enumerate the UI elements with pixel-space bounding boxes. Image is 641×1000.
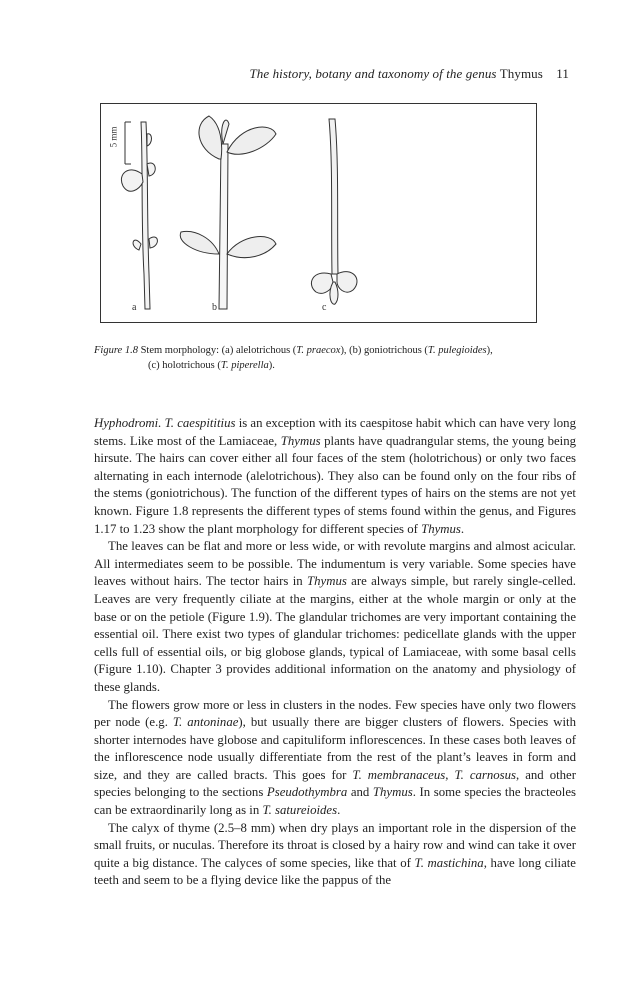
text-run: is an exception with its caespitose habit which can have very long stems. Like most of the Lamiaceae, bbox=[94, 416, 576, 448]
italic-term: Thymus bbox=[307, 574, 347, 589]
caption-line-2 bbox=[94, 358, 574, 373]
figure-caption bbox=[94, 343, 574, 373]
panel-label-b: b bbox=[212, 302, 217, 313]
running-head-genus: Thymus bbox=[499, 66, 543, 81]
text-run: plants have quadrangular stems, the young being hirsute. The hairs can cover either all four faces of the stem (holotrichous) or only two faces alternating in each internode (alelotrichous). They also can be found only on the four ribs of the stems (goniotrichous). The function of the different types of hairs on the stems are not yet known. Figure 1.8 represents the different types of stems found within the genus, and Figures 1.17 to 1.23 show the plant morphology for different species of bbox=[94, 433, 576, 536]
caption-text: ), bbox=[486, 345, 493, 356]
text-run: , and other species belonging to the sections bbox=[94, 767, 576, 800]
page-number: 11 bbox=[556, 66, 569, 81]
scale-bar bbox=[125, 122, 131, 164]
caption-species-b: T. pulegioides bbox=[427, 345, 487, 356]
text-run: . In some species the bracteoles can be extraordinarily long as in bbox=[94, 785, 576, 818]
body-paragraph bbox=[94, 820, 576, 890]
caption-species-a: T. praecox bbox=[296, 345, 341, 356]
caption-label: Figure 1.8 bbox=[94, 345, 138, 356]
body-text bbox=[94, 415, 576, 890]
text-run: , have long ciliate teeth and seem to be a flying device like the pappus of the bbox=[94, 855, 576, 888]
body-paragraph bbox=[94, 538, 576, 696]
italic-term: Thymus bbox=[421, 521, 461, 536]
running-head-title: The history, botany and taxonomy of the genus bbox=[249, 66, 497, 81]
text-run: are always simple, but rarely single-celled. Leaves are very frequently ciliate at the margins, either at the whole margin or only at the base or on the petiole (Figure 1.9). The glandular trichomes are very important containing the essential oil. There exist two types of glandular trichomes: pedicellate glands with the upper cells full of essential oils, or big globose glands, typical of Lamiaceae, with some basal cells (Figure 1.10). Chapter 3 provides additional information on the anatomy and physiology of these glands. bbox=[94, 574, 576, 694]
italic-term: T. mastichina bbox=[414, 855, 484, 870]
italic-term: Thymus bbox=[372, 785, 413, 800]
text-run: . bbox=[337, 803, 341, 818]
caption-text: ). bbox=[268, 360, 275, 371]
stem-illustration bbox=[101, 104, 538, 324]
text-run: , bbox=[445, 767, 455, 782]
caption-text: Stem morphology: (a) alelotrichous ( bbox=[140, 345, 297, 356]
stem-a-drawing bbox=[121, 122, 157, 309]
caption-species-c: T. piperella bbox=[220, 360, 269, 371]
panel-label-a: a bbox=[132, 302, 137, 313]
caption-text: (c) holotrichous ( bbox=[148, 360, 221, 371]
text-run: The calyx of thyme (2.5–8 mm) when dry plays an important role in the dispersion of the small fruits, or nuculas. Therefore its throat is closed by a hairy row and wind can take it over quite a big distance. The calyces of some species, like that of bbox=[94, 820, 576, 870]
body-paragraph bbox=[94, 415, 576, 538]
italic-term: T. membranaceus bbox=[352, 767, 446, 782]
caption-text: ), (b) goniotrichous ( bbox=[340, 345, 428, 356]
stem-b-drawing bbox=[180, 116, 276, 309]
italic-term: T. antoninae bbox=[172, 715, 239, 730]
running-head bbox=[249, 66, 569, 82]
panel-label-c: c bbox=[322, 302, 327, 313]
italic-term: Pseudothymbra bbox=[266, 785, 348, 800]
body-paragraph bbox=[94, 697, 576, 820]
figure-stem-morphology bbox=[100, 103, 537, 323]
stem-c-drawing bbox=[311, 119, 357, 304]
italic-term: T. carnosus bbox=[454, 767, 517, 782]
text-run: The flowers grow more or less in clusters in the nodes. Few species have only two flowers per node (e.g. bbox=[94, 697, 576, 730]
scale-bar-label: 5 mm bbox=[108, 126, 119, 148]
italic-term: T. satureioides bbox=[262, 803, 338, 818]
text-run: and bbox=[347, 785, 373, 800]
text-run: The leaves can be flat and more or less wide, or with revolute margins and almost acicular. All intermediates seem to be possible. The indumentum is very variable. Some species have leaves without hairs. The tector hairs in bbox=[94, 539, 576, 589]
italic-term: Hyphodromi. T. caespititius bbox=[94, 416, 236, 430]
text-run: ), but usually there are bigger clusters of flowers. Species with shorter internodes have globose and capituliform inflorescences. In these cases both leaves of the inflorescence node usually differentiate from the rest of the plant’s leaves in form and size, and they are called bracts. This goes for bbox=[94, 715, 576, 782]
text-run: . bbox=[460, 521, 465, 536]
italic-term: Thymus bbox=[280, 433, 321, 448]
